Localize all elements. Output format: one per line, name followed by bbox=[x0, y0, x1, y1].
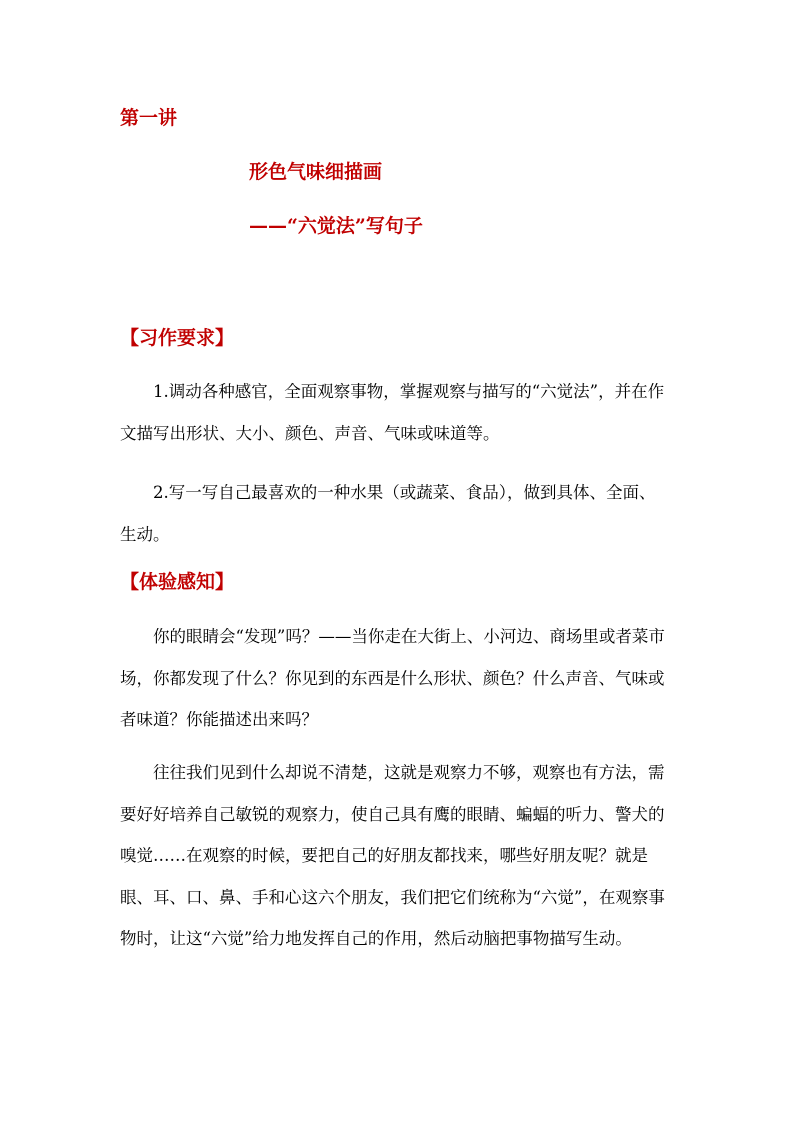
section-heading-requirements: 【习作要求】 bbox=[120, 327, 235, 349]
experience-paragraph-1: 你的眼睛会“发现”吗？——当你走在大街上、小河边、商场里或者菜市场，你都发现了什么？你见到的东西是什么形状、颜色？什么声音、气味或者味道？你能描述出来吗？ bbox=[120, 627, 665, 730]
lesson-title: 形色气味细描画 bbox=[249, 161, 383, 183]
lecture-number: 第一讲 bbox=[120, 107, 178, 129]
requirement-item-2: 2.写一写自己最喜欢的一种水果（或蔬菜、食品），做到具体、全面、生动。 bbox=[120, 483, 656, 544]
section-heading-experience: 【体验感知】 bbox=[120, 571, 235, 593]
experience-paragraph-2: 往往我们见到什么却说不清楚，这就是观察力不够，观察也有方法，需要好好培养自己敏锐的观察力，使自己具有鹰的眼睛、蝙蝠的听力、警犬的嗅觉……在观察的时候，要把自己的好朋友都找来，哪些好朋友呢？就是眼、耳、口、鼻、手和心这六个朋友，我们把它们统称为“六觉”，在观察事物时，让这“六觉”给力地发挥自己的作用，然后动脑把事物描写生动。 bbox=[120, 763, 665, 949]
requirement-item-1: 1.调动各种感官，全面观察事物，掌握观察与描写的“六觉法”，并在作文描写出形状、大小、颜色、声音、气味或味道等。 bbox=[120, 382, 665, 443]
lesson-subtitle: ——“六觉法”写句子 bbox=[249, 215, 423, 237]
